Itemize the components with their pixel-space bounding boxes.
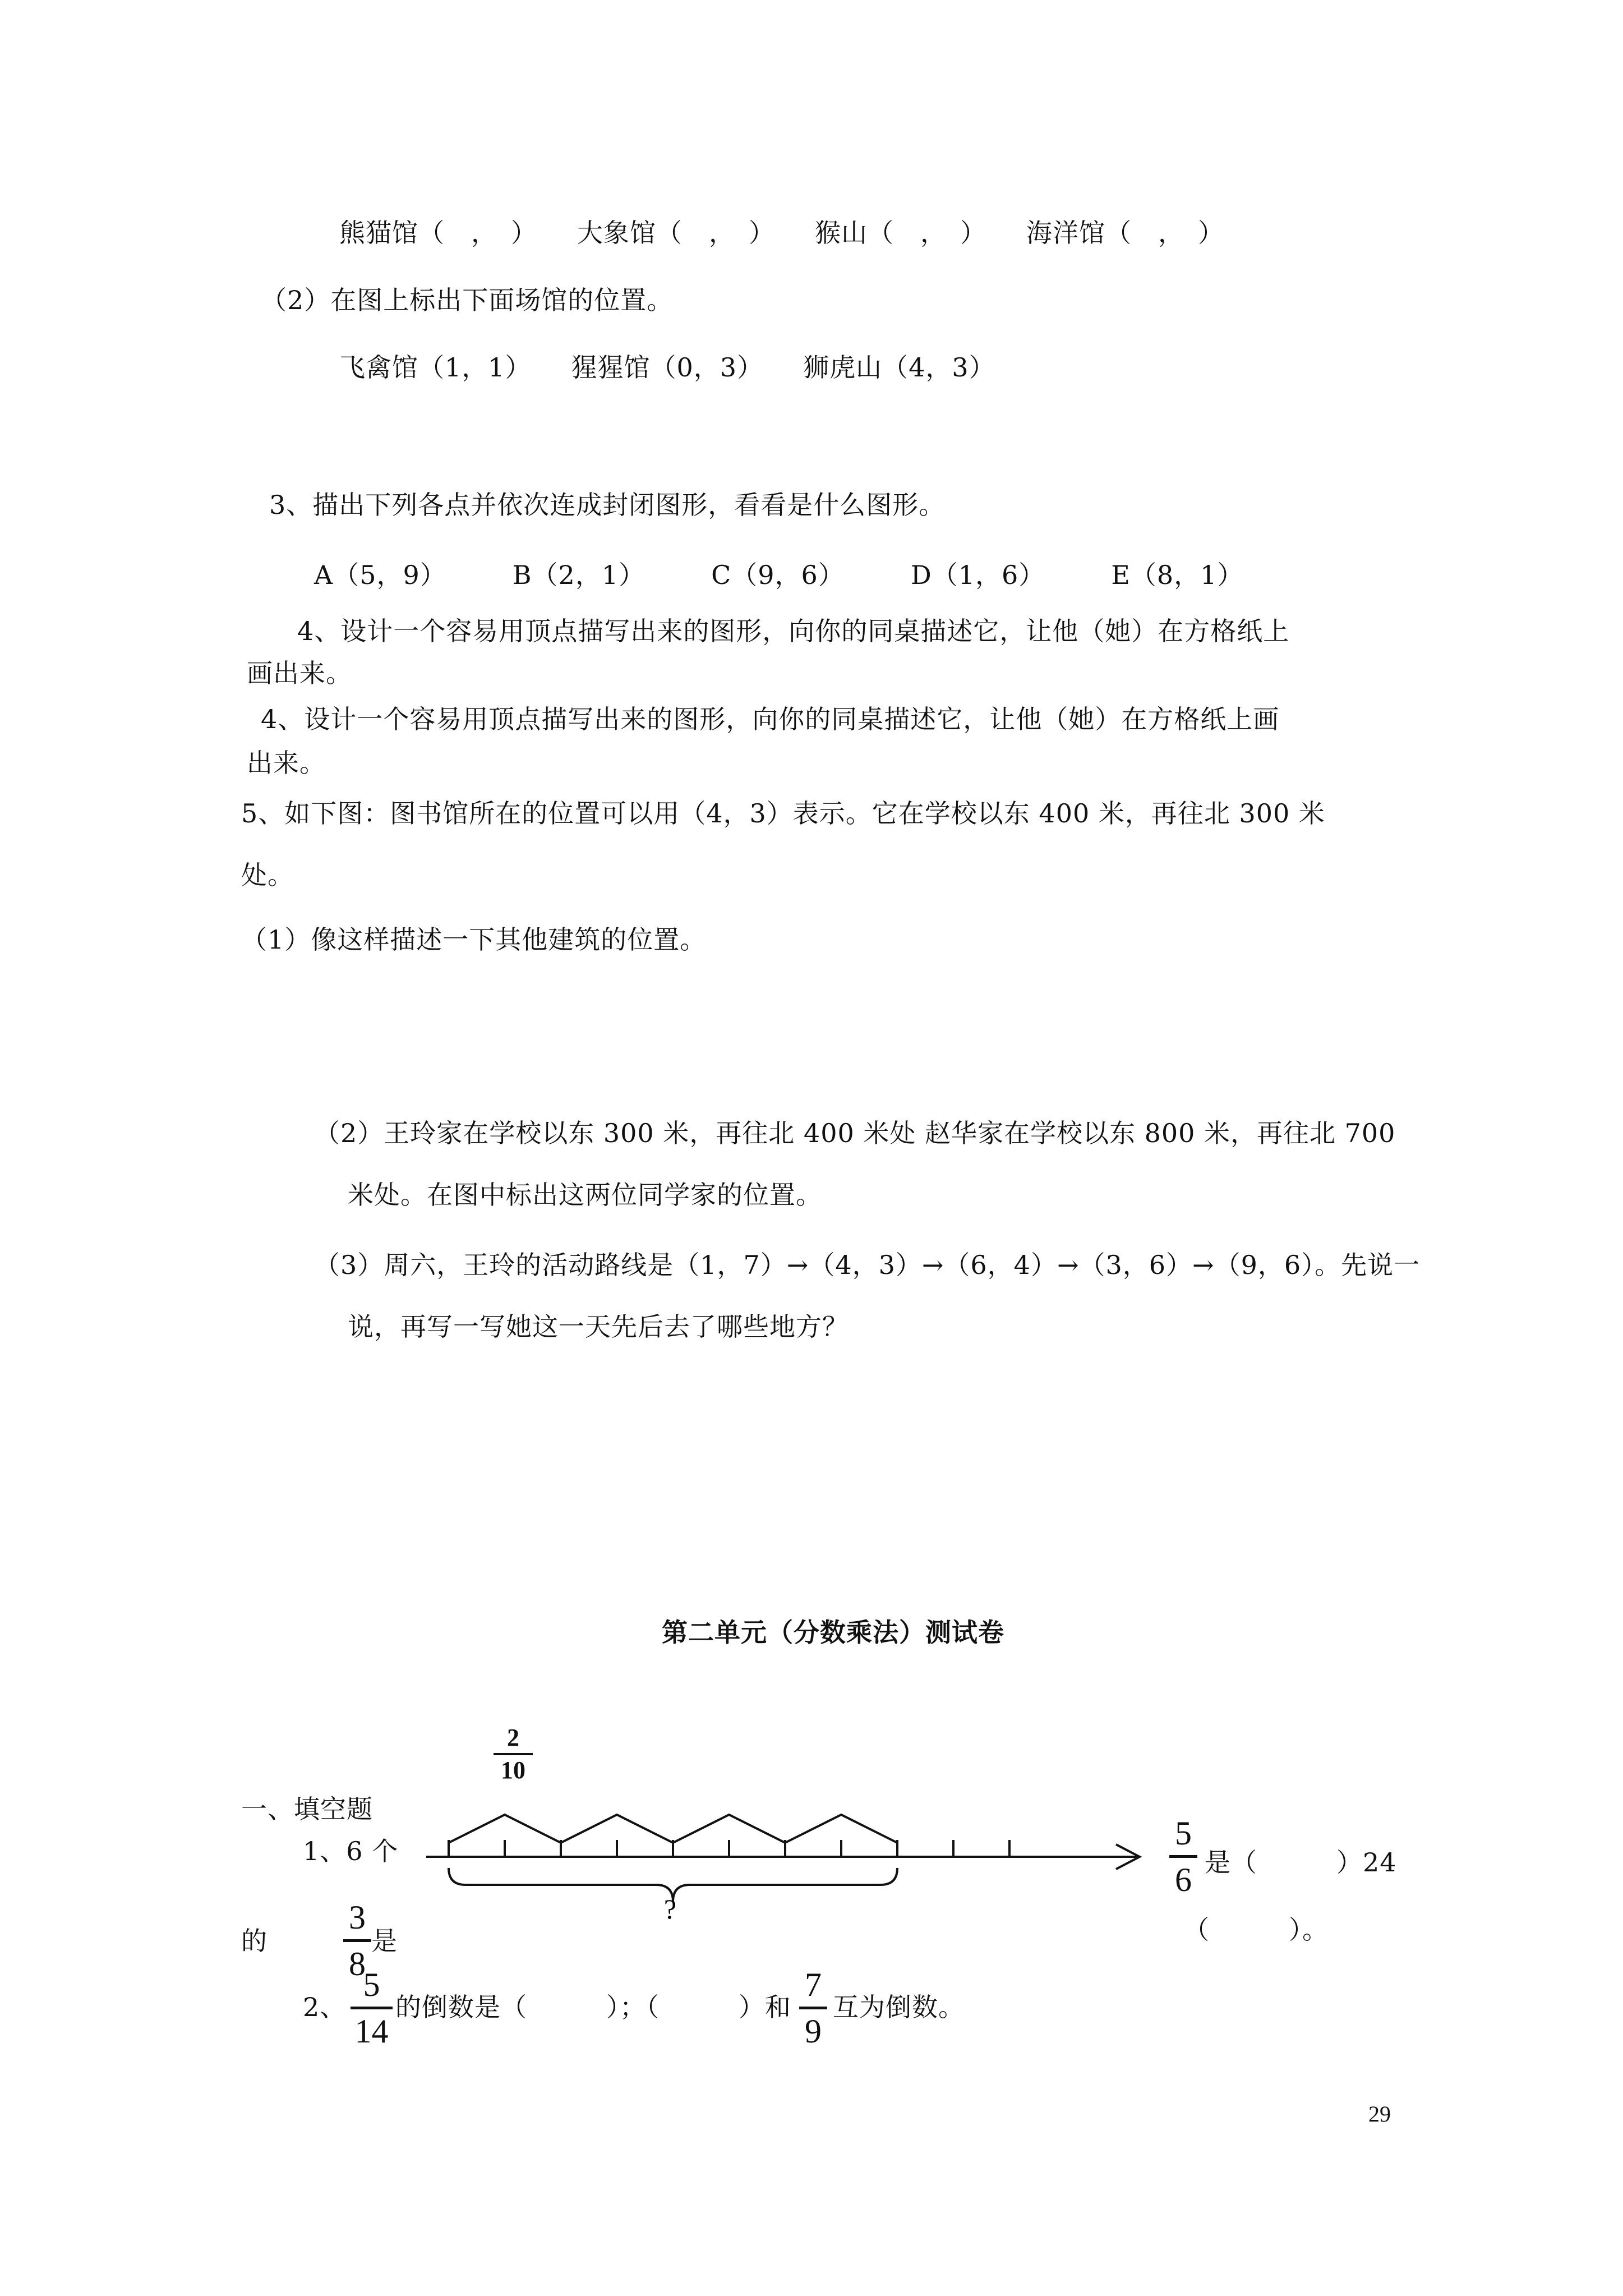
page-number: 29 xyxy=(1368,2101,1391,2127)
section-title: 第二单元（分数乘法）测试卷 xyxy=(662,1617,1004,1648)
q2-middle-text: 的倒数是（ ）；（ ）和 xyxy=(395,1992,791,2022)
question-5-line2: 处。 xyxy=(241,860,294,890)
q1-shi: 是 xyxy=(371,1926,398,1956)
fraction-2-10 xyxy=(494,1725,533,1783)
points-list: A（5，9） B（2，1） C（9，6） D（1，6） E（8，1） xyxy=(314,560,1244,590)
fraction-denominator: 10 xyxy=(501,1756,525,1784)
fraction-denominator: 14 xyxy=(354,2013,389,2050)
q1-is-blank: 是（ ）24 xyxy=(1205,1847,1397,1878)
venue-positions-line: 飞禽馆（1，1） 猩猩馆（0，3） 狮虎山（4，3） xyxy=(339,352,995,383)
q1-blank-2: （ ）。 xyxy=(1183,1915,1329,1945)
question-5-3-line2: 说，再写一写她这一天先后去了哪些地方？ xyxy=(348,1312,849,1342)
question-4a-line1: 4、设计一个容易用顶点描写出来的图形，向你的同桌描述它，让他（她）在方格纸上 xyxy=(297,616,1290,646)
fraction-numerator: 5 xyxy=(363,1966,380,2003)
tick-marks xyxy=(449,1840,1009,1857)
fraction-5-6 xyxy=(1169,1815,1197,1898)
q1-prefix: 1、6 个 xyxy=(303,1836,399,1866)
venue-coordinates-line: 熊猫馆（ ， ） 大象馆（ ， ） 猴山（ ， ） 海洋馆（ ， ） xyxy=(339,218,1224,248)
fraction-numerator: 2 xyxy=(507,1724,519,1751)
question-4a-line2: 画出来。 xyxy=(247,658,352,688)
hump-arcs xyxy=(449,1815,897,1843)
fraction-denominator: 9 xyxy=(805,2013,822,2050)
question-5-2-line2: 米处。在图中标出这两位同学家的位置。 xyxy=(348,1180,822,1210)
fraction-denominator: 6 xyxy=(1175,1861,1192,1898)
fraction-7-9 xyxy=(799,1966,827,2050)
q2-end-text: 互为倒数。 xyxy=(833,1992,965,2022)
part-1-heading: 一、填空题 xyxy=(241,1794,373,1824)
question-2-2: （2）在图上标出下面场馆的位置。 xyxy=(261,285,674,315)
question-5-2-line1: （2）王玲家在学校以东 300 米，再往北 400 米处 赵华家在学校以东 800 米，再往北 700 xyxy=(314,1118,1396,1148)
fraction-numerator: 5 xyxy=(1175,1815,1192,1852)
question-5-line1: 5、如下图：图书馆所在的位置可以用（4，3）表示。它在学校以东 400 米，再往北 300 米 xyxy=(241,798,1325,829)
question-mark: ? xyxy=(663,1893,677,1924)
fraction-numerator: 7 xyxy=(805,1966,822,2003)
question-3: 3、描出下列各点并依次连成封闭图形，看看是什么图形。 xyxy=(269,490,946,520)
question-4b-line2: 出来。 xyxy=(247,748,326,778)
question-4b-line1: 4、设计一个容易用顶点描写出来的图形，向你的同桌描述它，让他（她）在方格纸上画 xyxy=(261,704,1280,734)
question-5-3-line1: （3）周六，王玲的活动路线是（1，7）→（4，3）→（6，4）→（3，6）→（9，6）。先说一 xyxy=(314,1250,1421,1280)
fraction-5-14 xyxy=(351,1966,393,2050)
fraction-numerator: 3 xyxy=(349,1899,366,1936)
q1-de: 的 xyxy=(241,1926,268,1956)
q2-prefix: 2、 xyxy=(303,1992,347,2022)
fraction-denominator: 8 xyxy=(349,1945,366,1982)
question-5-1: （1）像这样描述一下其他建筑的位置。 xyxy=(241,924,707,955)
